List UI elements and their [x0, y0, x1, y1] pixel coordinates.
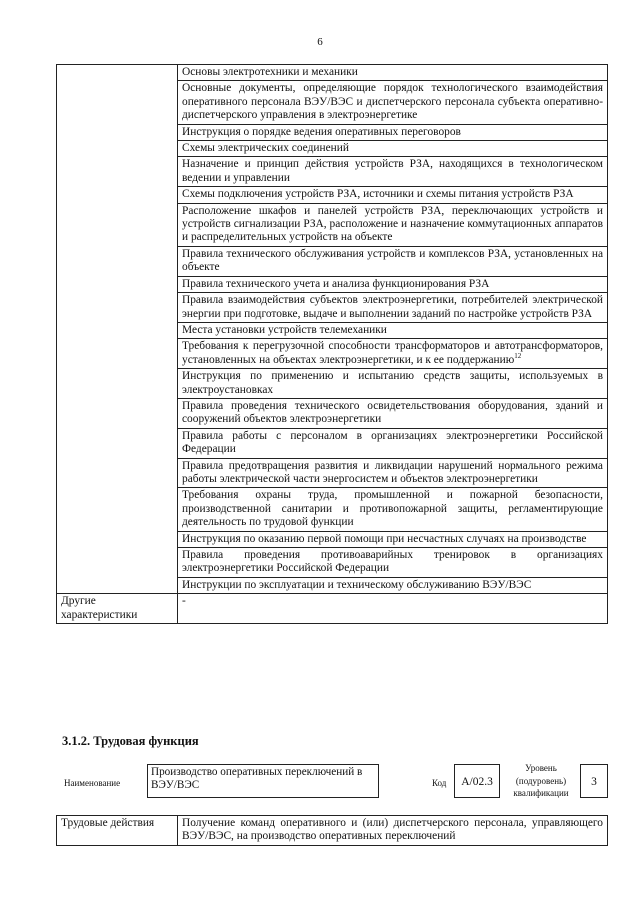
knowledge-item: Места установки устройств телемеханики: [178, 322, 608, 338]
knowledge-item: Правила проведения противоаварийных тренировок в организациях электроэнергетики Российской Федерации: [178, 548, 608, 578]
knowledge-item: Расположение шкафов и панелей устройств РЗА, переключающих устройств и устройств сигнализации РЗА, расположение и назначение коммутационных аппаратов и распределительных устройств на объекте: [178, 203, 608, 246]
section-heading: 3.1.2. Трудовая функция: [62, 734, 199, 748]
qualification-level-label: Уровень (подуровень) квалификации: [513, 763, 569, 798]
knowledge-item: Правила предотвращения развития и ликвидации нарушений нормального режима работы электрической части энергосистем и объектов электроэнергетики: [178, 458, 608, 488]
knowledge-item: Основы электротехники и механики: [178, 65, 608, 81]
table-row: [57, 65, 608, 81]
page-number: 6: [317, 36, 323, 48]
table-row: [57, 816, 608, 846]
knowledge-item: Правила работы с персоналом в организациях электроэнергетики Российской Федерации: [178, 428, 608, 458]
table-row: [57, 594, 608, 624]
labor-function-header: [56, 762, 616, 802]
footnote-marker: 12: [514, 351, 522, 360]
function-name-box: Производство оперативных переключений в ВЭУ/ВЭС: [147, 764, 379, 798]
knowledge-item: Правила технического учета и анализа функционирования РЗА: [178, 276, 608, 292]
knowledge-item: Инструкция по применению и испытанию средств защиты, используемых в электроустановках: [178, 369, 608, 399]
knowledge-item: Требования охраны труда, промышленной и пожарной безопасности, производственной санитарии и противопожарной защиты, регламентирующие деятельность по трудовой функции: [178, 488, 608, 531]
knowledge-item: Схемы подключения устройств РЗА, источники и схемы питания устройств РЗА: [178, 187, 608, 203]
other-characteristics-value: -: [178, 594, 608, 624]
labor-actions-table: [56, 815, 608, 846]
knowledge-item: Правила технического обслуживания устройств и комплексов РЗА, установленных на объекте: [178, 246, 608, 276]
knowledge-item: Основные документы, определяющие порядок технологического взаимодействия оперативного персонала ВЭУ/ВЭС и диспетчерского персонала субъекта оперативно-диспетчерского управления в электроэнергетике: [178, 81, 608, 124]
knowledge-item: Инструкция о порядке ведения оперативных переговоров: [178, 124, 608, 140]
knowledge-item: Правила взаимодействия субъектов электроэнергетики, потребителей электрической энергии при подготовке, выдаче и выполнении заданий по настройке устройств РЗА: [178, 293, 608, 323]
knowledge-item: Назначение и принцип действия устройств РЗА, находящихся в технологическом ведении и управлении: [178, 157, 608, 187]
knowledge-label-cell: [57, 65, 178, 594]
knowledge-item: Инструкции по эксплуатации и техническому обслуживанию ВЭУ/ВЭС: [178, 577, 608, 593]
function-code-box: А/02.3: [454, 764, 500, 798]
knowledge-item-text: Требования к перегрузочной способности трансформаторов и автотрансформаторов, установленных на объектах электроэнергетики, и к ее поддержанию: [182, 340, 603, 366]
knowledge-item: Правила проведения технического освидетельствования оборудования, зданий и сооружений объектов электроэнергетики: [178, 398, 608, 428]
knowledge-item: [178, 339, 608, 369]
knowledge-item: Инструкция по оказанию первой помощи при несчастных случаях на производстве: [178, 531, 608, 547]
knowledge-table: [56, 64, 608, 624]
knowledge-item: Схемы электрических соединений: [178, 141, 608, 157]
labor-actions-value: Получение команд оперативного и (или) диспетчерского персонала, управляющего ВЭУ/ВЭС, на производство оперативных переключений: [178, 816, 608, 846]
qualification-level-box: 3: [580, 764, 608, 798]
name-label: Наименование: [64, 778, 121, 788]
labor-actions-label: Трудовые действия: [57, 816, 178, 846]
other-characteristics-label: Другие характеристики: [57, 594, 178, 624]
code-label: Код: [432, 778, 447, 788]
